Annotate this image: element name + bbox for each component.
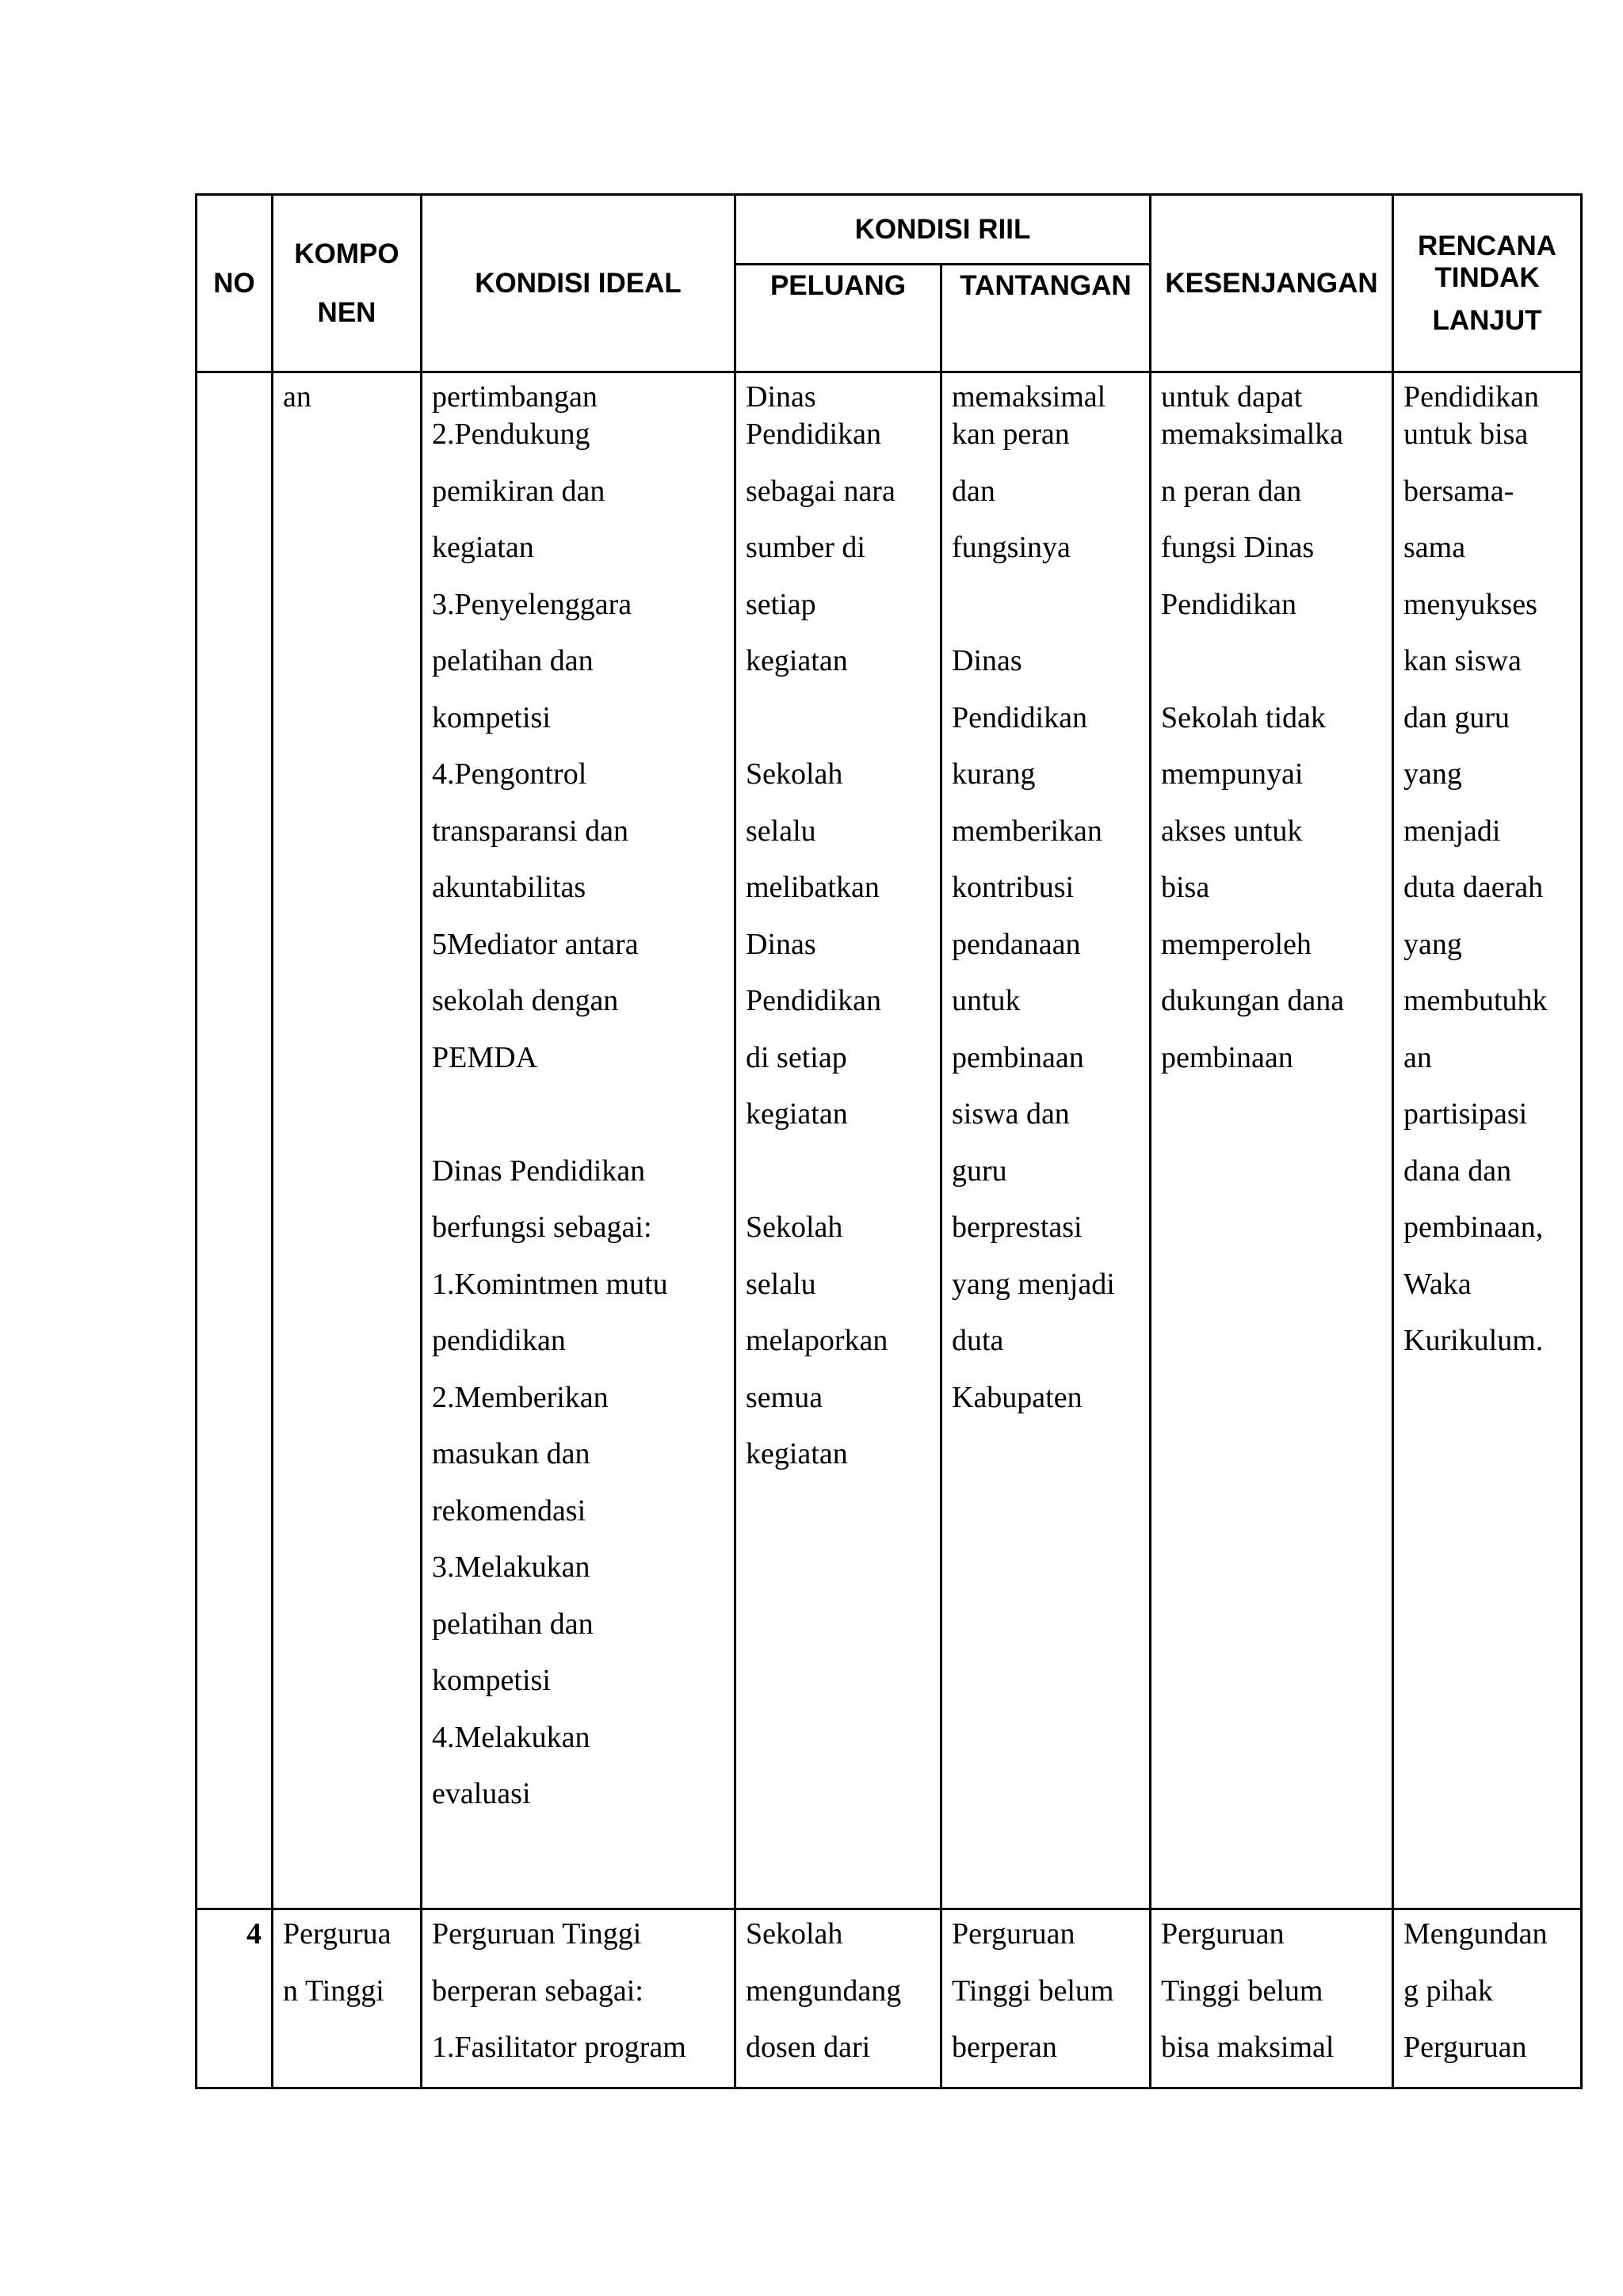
cell-line: duta — [952, 1324, 1004, 1357]
cell-line: kompetisi — [432, 700, 551, 734]
cell-line: selalu — [746, 814, 816, 848]
cell-line: untuk bisa — [1403, 418, 1529, 451]
cell-line: dosen dari — [746, 2031, 871, 2064]
cell-line: Dinas Pendidikan — [432, 1154, 646, 1188]
cell-line: Sekolah — [746, 1917, 843, 1951]
cell-line: berfungsi sebagai: — [432, 1211, 652, 1244]
cell-line: masukan dan — [432, 1437, 590, 1470]
table-row — [197, 1909, 1582, 2088]
cell-line: n peran dan — [1161, 474, 1302, 508]
cell-line: di setiap — [746, 1040, 847, 1074]
cell-line: fungsi Dinas — [1161, 531, 1315, 564]
cell-line: memaksimal — [952, 380, 1106, 414]
cell-line: pertimbangan — [432, 380, 598, 414]
table-row — [197, 372, 1582, 1909]
cell-line: n Tinggi — [283, 1974, 384, 2008]
cell-line — [746, 1154, 930, 1211]
cell-line: 2.Pendukung — [432, 418, 590, 451]
row2-tantangan — [941, 1909, 1151, 2088]
cell-line: pendidikan — [432, 1324, 566, 1357]
cell-line: setiap — [746, 587, 816, 621]
cell-line: Dinas — [952, 644, 1022, 677]
cell-line: sebagai nara — [746, 474, 896, 508]
cell-line: pelatihan dan — [432, 1607, 594, 1641]
cell-line: kontribusi — [952, 871, 1075, 904]
row1-kesenjangan — [1151, 372, 1393, 1909]
cell-line: untuk — [952, 984, 1021, 1017]
data-table — [195, 193, 1583, 2089]
cell-line — [746, 700, 930, 757]
cell-line: 4.Melakukan — [432, 1720, 590, 1754]
row1-no — [197, 372, 273, 1909]
header-kondisi-riil: KONDISI RIIL — [735, 195, 1151, 265]
cell-line: memaksimalka — [1161, 418, 1344, 451]
cell-line — [432, 1097, 724, 1154]
cell-line: kurang — [952, 757, 1036, 791]
cell-line: dan — [952, 474, 995, 508]
cell-line — [1161, 643, 1382, 700]
row1-kondisi-ideal — [422, 372, 735, 1909]
cell-line: kegiatan — [432, 531, 534, 564]
cell-line: kan peran — [952, 418, 1070, 451]
cell-line: mempunyai — [1161, 757, 1304, 791]
cell-line: Perguruan — [1403, 2031, 1527, 2064]
cell-line: akses untuk — [1161, 814, 1303, 848]
cell-line — [952, 587, 1140, 644]
cell-line: 1.Fasilitator program — [432, 2031, 686, 2064]
cell-line: an — [283, 380, 311, 414]
cell-line: berprestasi — [952, 1211, 1083, 1244]
cell-line: an — [1403, 1040, 1432, 1074]
header-no: NO — [197, 195, 273, 372]
cell-line: Tinggi belum — [952, 1974, 1114, 2008]
row1-rencana — [1393, 372, 1582, 1909]
row2-no: 4 — [197, 1909, 273, 2088]
row2-kesenjangan — [1151, 1909, 1393, 2088]
cell-line: akuntabilitas — [432, 871, 586, 904]
cell-line: memberikan — [952, 814, 1102, 848]
cell-line: Dinas — [746, 380, 816, 414]
cell-line: sekolah dengan — [432, 984, 619, 1017]
header-kesenjangan: KESENJANGAN — [1151, 195, 1393, 372]
cell-line: menjadi — [1403, 814, 1501, 848]
cell-line: siswa dan — [952, 1097, 1070, 1131]
cell-line: kegiatan — [746, 644, 848, 677]
cell-line: Pendidikan — [746, 418, 881, 451]
cell-line: Dinas — [746, 927, 816, 961]
cell-line: pelatihan dan — [432, 644, 594, 677]
cell-line: transparansi dan — [432, 814, 628, 848]
cell-line: Pendidikan — [1161, 587, 1296, 621]
cell-line: 1.Komintmen mutu — [432, 1267, 668, 1301]
cell-line: menyukses — [1403, 587, 1537, 621]
row1-peluang — [735, 372, 941, 1909]
cell-line: pembinaan, — [1403, 1211, 1544, 1244]
cell-line: evaluasi — [432, 1777, 531, 1810]
cell-line: kompetisi — [432, 1664, 551, 1697]
cell-line: PEMDA — [432, 1040, 538, 1074]
cell-line: untuk dapat — [1161, 380, 1303, 414]
cell-line: yang menjadi — [952, 1267, 1115, 1301]
cell-line: rekomendasi — [432, 1493, 586, 1527]
row2-rencana — [1393, 1909, 1582, 2088]
cell-line: Perguruan Tinggi — [432, 1917, 642, 1951]
cell-line: memperoleh — [1161, 927, 1312, 961]
cell-line: yang — [1403, 757, 1462, 791]
cell-line: bisa maksimal — [1161, 2031, 1335, 2064]
cell-line: melaporkan — [746, 1324, 888, 1357]
header-komponen: KOMPO NEN — [273, 195, 422, 372]
cell-line: 2.Memberikan — [432, 1380, 609, 1414]
cell-line: membutuhk — [1403, 984, 1548, 1017]
cell-line: Sekolah — [746, 757, 843, 791]
cell-line: pembinaan — [952, 1040, 1084, 1074]
cell-line: Perguruan — [952, 1917, 1075, 1951]
cell-line: Mengundan — [1403, 1917, 1548, 1951]
cell-line: Sekolah tidak — [1161, 700, 1326, 734]
cell-line: Pendidikan — [952, 700, 1087, 734]
row2-kondisi-ideal — [422, 1909, 735, 2088]
cell-line: partisipasi — [1403, 1097, 1528, 1131]
cell-line: Tinggi belum — [1161, 1974, 1323, 2008]
cell-line: yang — [1403, 927, 1462, 961]
row1-komponen — [273, 372, 422, 1909]
cell-line: Pendidikan — [746, 984, 881, 1017]
cell-line: Waka — [1403, 1267, 1472, 1301]
cell-line: pendanaan — [952, 927, 1081, 961]
cell-line: fungsinya — [952, 531, 1071, 564]
cell-line: kan siswa — [1403, 644, 1522, 677]
cell-line: sumber di — [746, 531, 865, 564]
cell-line: selalu — [746, 1267, 816, 1301]
cell-line: duta daerah — [1403, 871, 1544, 904]
cell-line: g pihak — [1403, 1974, 1493, 2008]
header-kondisi-ideal: KONDISI IDEAL — [422, 195, 735, 372]
cell-line: pemikiran dan — [432, 474, 605, 508]
header-tantangan: TANTANGAN — [941, 265, 1151, 372]
cell-line: pembinaan — [1161, 1040, 1293, 1074]
cell-line: 5Mediator antara — [432, 927, 639, 961]
cell-line: mengundang — [746, 1974, 902, 2008]
header-rencana-tindak-lanjut: RENCANA TINDAK LANJUT — [1393, 195, 1582, 372]
cell-line: dana dan — [1403, 1154, 1512, 1188]
row1-tantangan — [941, 372, 1151, 1909]
cell-line: 3.Melakukan — [432, 1550, 590, 1584]
header-peluang: PELUANG — [735, 265, 941, 372]
row2-komponen — [273, 1909, 422, 2088]
cell-line: Kurikulum. — [1403, 1324, 1544, 1357]
row2-peluang — [735, 1909, 941, 2088]
cell-line: bersama- — [1403, 474, 1514, 508]
cell-line: 4.Pengontrol — [432, 757, 587, 791]
cell-line: bisa — [1161, 871, 1210, 904]
cell-line: Perguruan — [1161, 1917, 1285, 1951]
cell-line: guru — [952, 1154, 1007, 1188]
cell-line: 3.Penyelenggara — [432, 587, 632, 621]
cell-line: melibatkan — [746, 871, 880, 904]
cell-line: dukungan dana — [1161, 984, 1345, 1017]
cell-line: Kabupaten — [952, 1380, 1083, 1414]
cell-line: berperan — [952, 2031, 1057, 2064]
cell-line: berperan sebagai: — [432, 1974, 643, 2008]
cell-line: sama — [1403, 531, 1466, 564]
cell-line: dan guru — [1403, 700, 1510, 734]
cell-line: Sekolah — [746, 1211, 843, 1244]
cell-line: kegiatan — [746, 1097, 848, 1131]
cell-line: semua — [746, 1380, 823, 1414]
cell-line: Pergurua — [283, 1917, 391, 1951]
cell-line: Pendidikan — [1403, 380, 1539, 414]
cell-line: kegiatan — [746, 1437, 848, 1470]
